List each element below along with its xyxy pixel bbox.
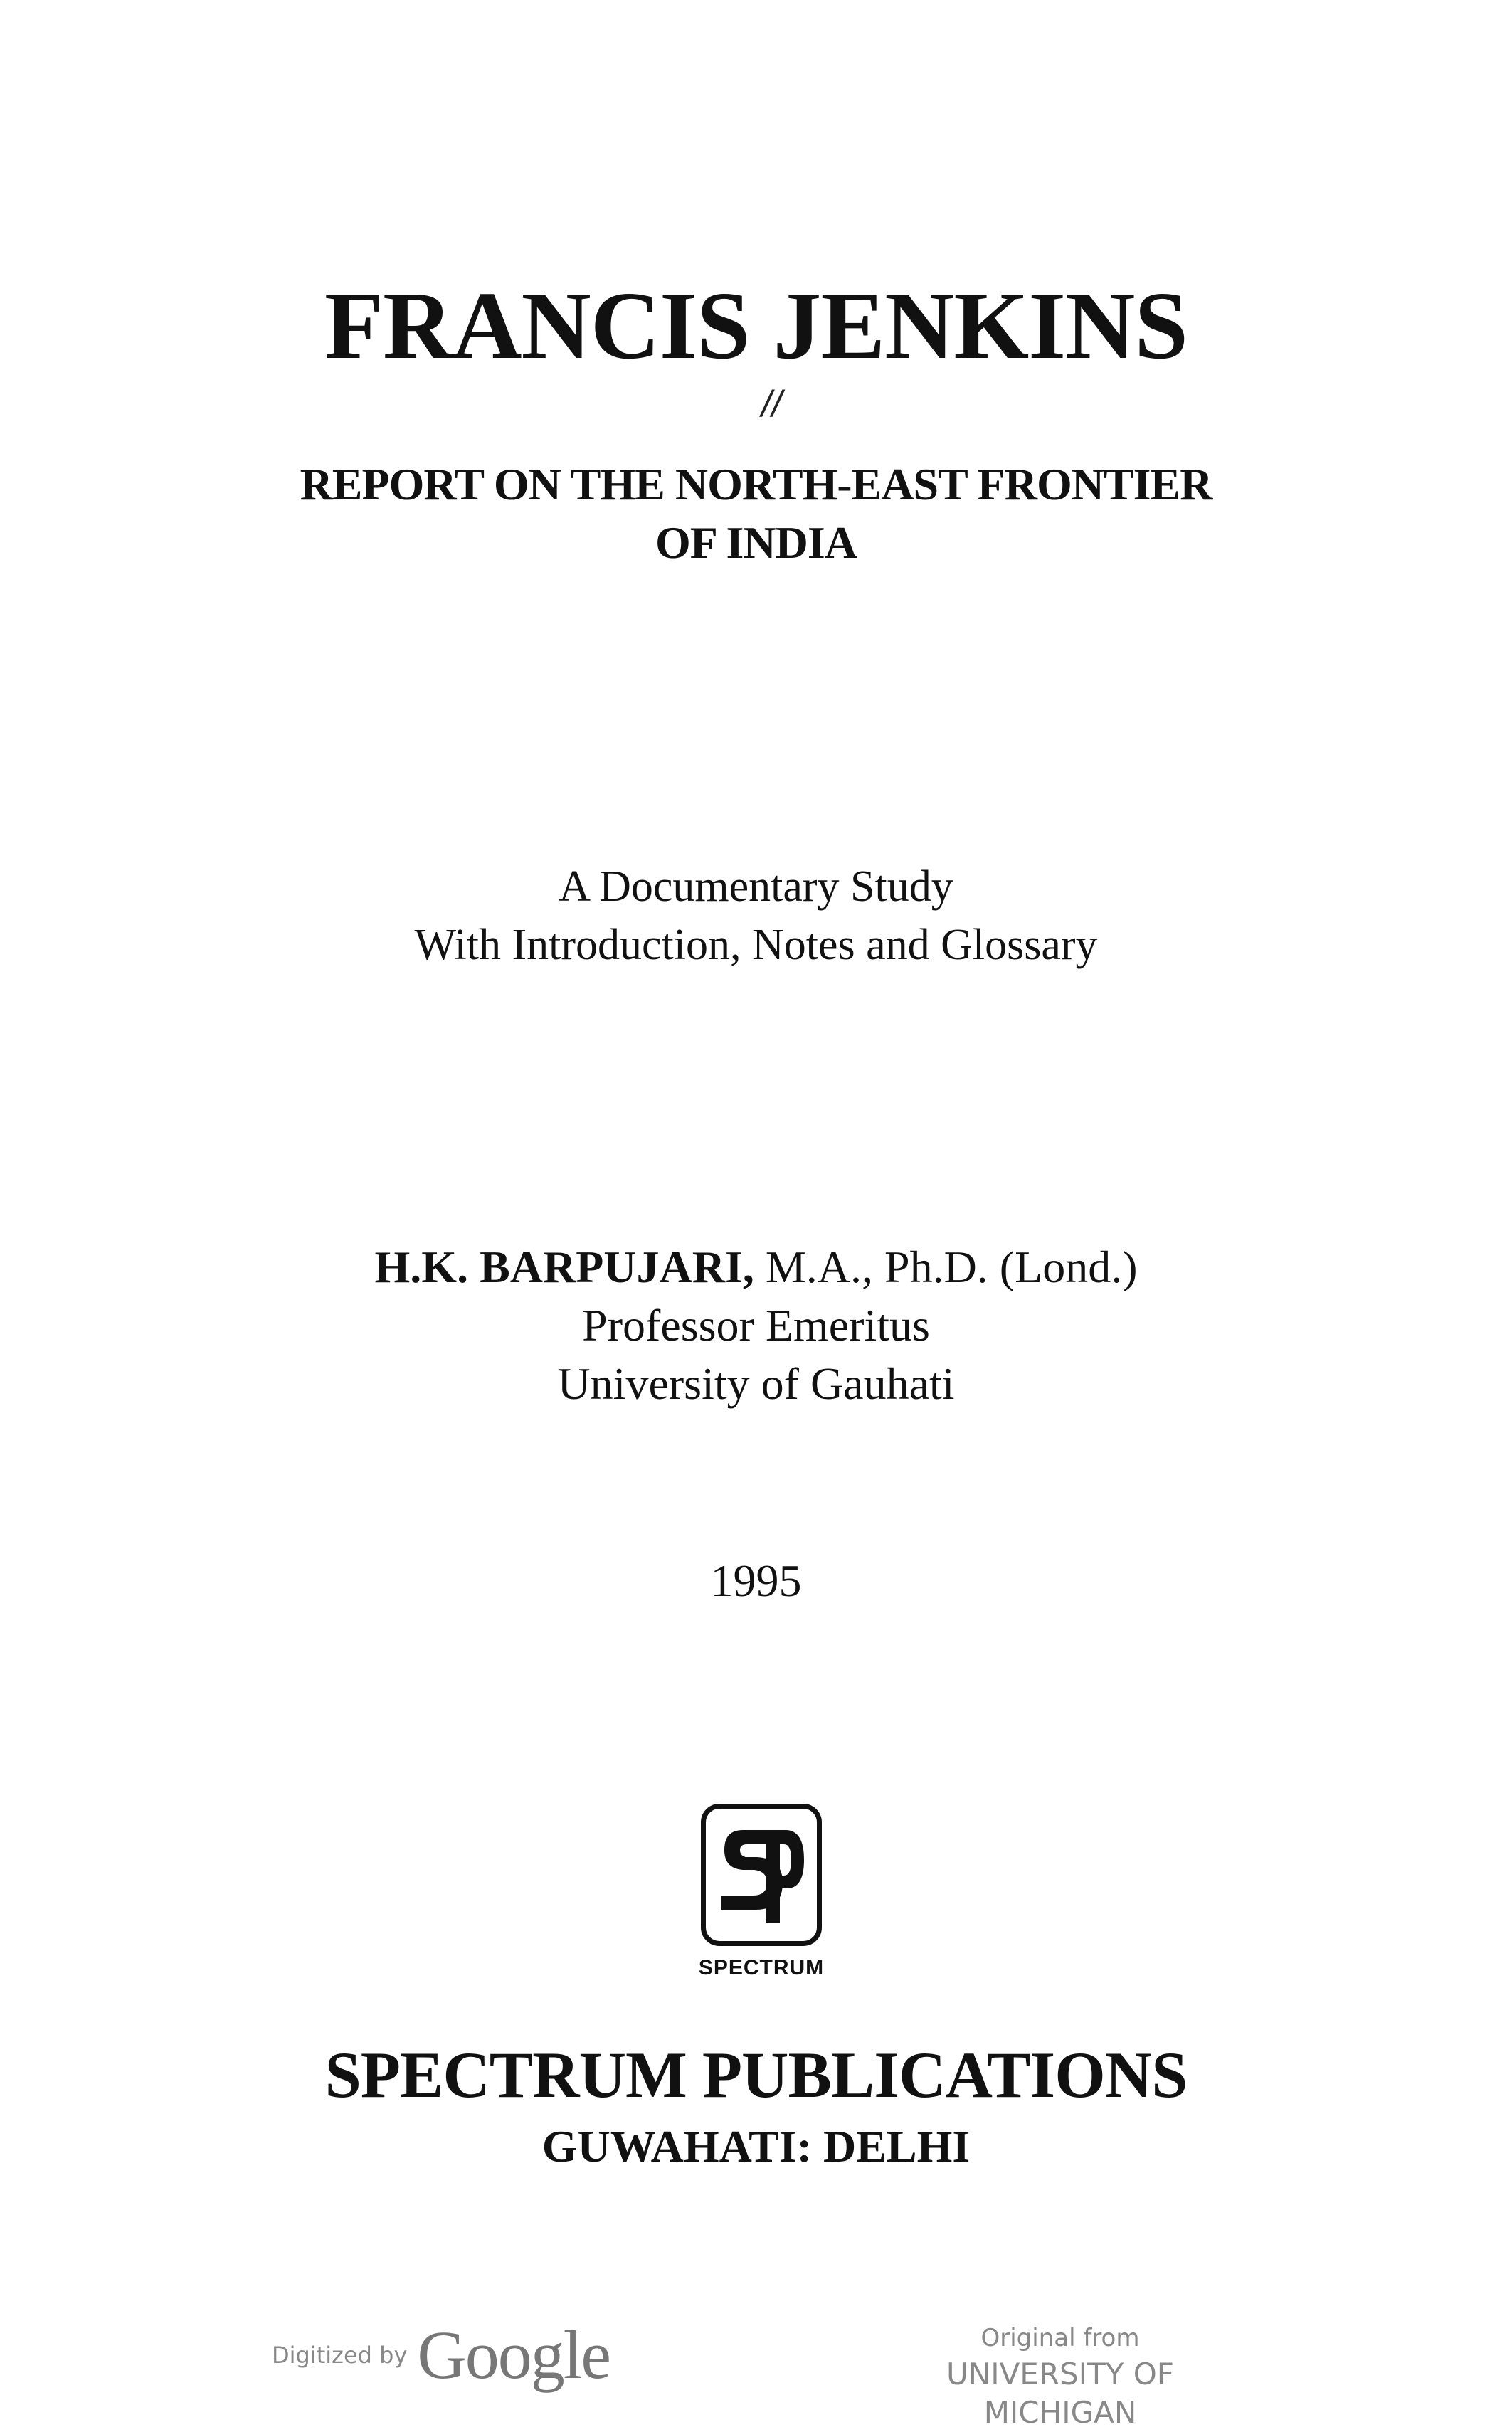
source-university: UNIVERSITY OF MICHIGAN <box>946 2357 1174 2430</box>
description-line-1: A Documentary Study <box>559 862 953 911</box>
author-block <box>0 1238 1512 1413</box>
original-from-label: Original from <box>980 2324 1140 2352</box>
author-name: H.K. BARPUJARI, <box>374 1242 754 1292</box>
google-logo-icon: Google <box>417 2317 610 2393</box>
author-institution: University of Gauhati <box>557 1358 955 1409</box>
book-description <box>0 857 1512 974</box>
author-degrees: M.A., Ph.D. (Lond.) <box>754 1242 1138 1292</box>
handwritten-mark: // <box>761 384 782 425</box>
sp-monogram-icon <box>706 1809 817 1941</box>
original-source <box>875 2321 1245 2432</box>
digitized-by-label: Digitized by <box>272 2342 408 2369</box>
book-subtitle <box>0 455 1512 572</box>
publisher-place: GUWAHATI: DELHI <box>541 2121 971 2172</box>
subtitle-line-2: OF INDIA <box>655 517 857 568</box>
subtitle-line-1: REPORT ON THE NORTH-EAST FRONTIER <box>300 459 1212 509</box>
logo-label: SPECTRUM <box>698 1956 825 1979</box>
book-title: FRANCIS JENKINS <box>324 273 1188 379</box>
author-position: Professor Emeritus <box>582 1300 930 1350</box>
publisher-logo <box>694 1804 829 1980</box>
publication-year: 1995 <box>710 1555 802 1606</box>
digitized-by-google <box>272 2317 610 2393</box>
description-line-2: With Introduction, Notes and Glossary <box>414 921 1098 969</box>
author-line <box>0 1238 1512 1296</box>
spectrum-logo-icon <box>701 1804 822 1946</box>
publisher-name: SPECTRUM PUBLICATIONS <box>324 2039 1188 2111</box>
